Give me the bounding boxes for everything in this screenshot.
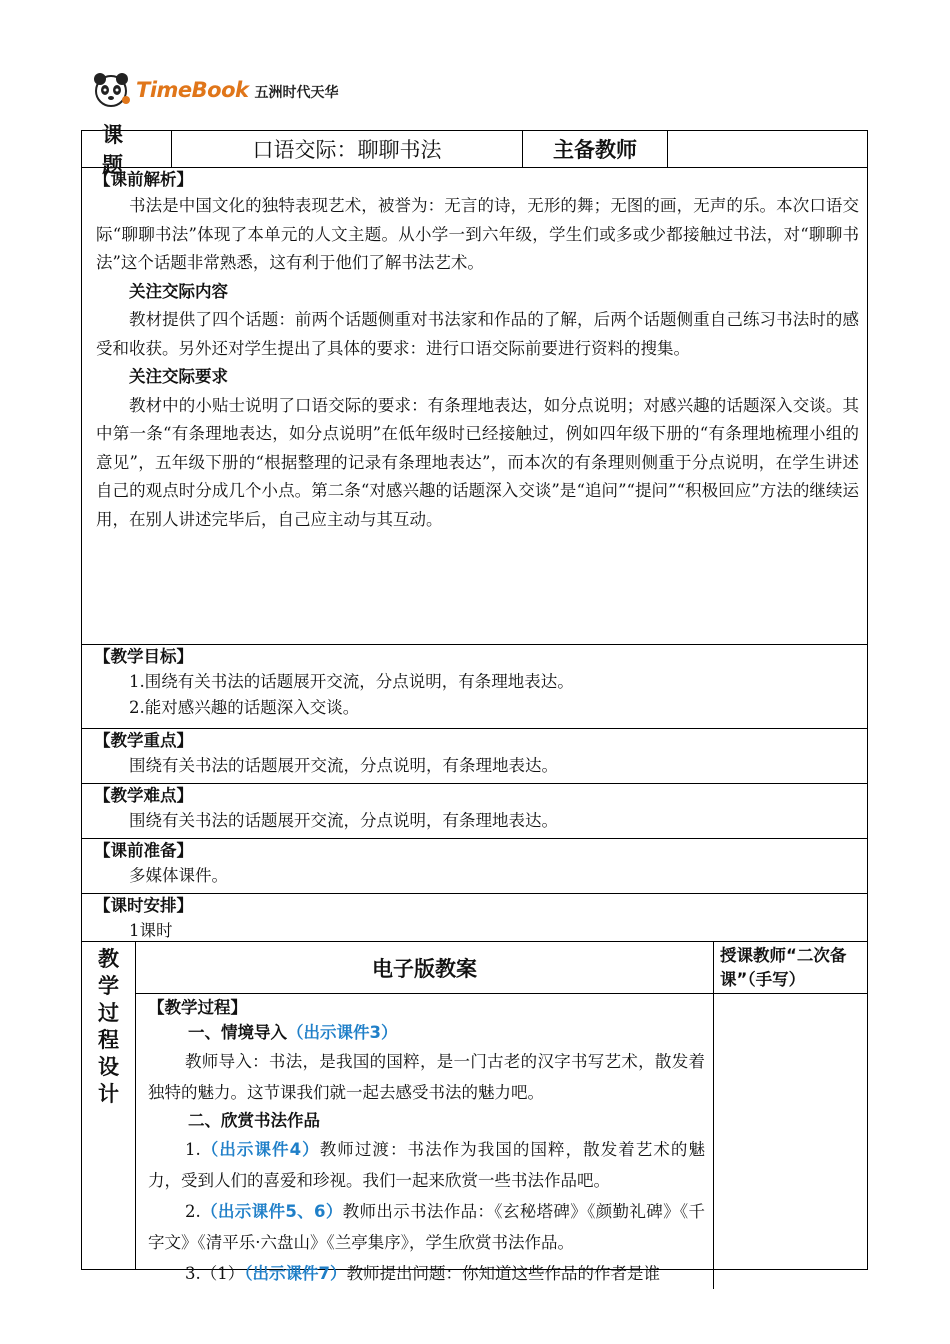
step-2-item-2 (148, 1196, 705, 1258)
prep-section (82, 839, 867, 894)
item-text: 教师提出问题：你知道这些作品的作者是谁 (346, 1264, 660, 1283)
goals-section (82, 645, 867, 729)
timebook-logo (90, 70, 338, 110)
process-content (136, 994, 714, 1289)
analysis-paragraph-3: 教材中的小贴士说明了口语交际的要求：有条理地表达，如分点说明；对感兴趣的话题深入交谈。其中第一条“有条理地表达，如分点说明”在低年级时已经接触过，例如四年级下册的“有条理地梳理小组的意见”，五年级下册的“根据整理的记录有条理地表达”，而本次的有条理则侧重于分点说明，在学生讲述自己的观点时分成几个小点。第二条“对感兴趣的话题深入交谈”是“追问”“提问”“积极回应”方法的继续运用，在别人讲述完毕后，自己应主动与其互动。 (96, 395, 859, 529)
teacher-label: 主备教师 (523, 131, 668, 167)
step-1-paragraph: 教师导入：书法，是我国的国粹，是一门古老的汉字书写艺术，散发着独特的魅力。这节课我们就一起去感受书法的魅力吧。 (148, 1052, 705, 1102)
courseware-tag: （出示课件5、6） (200, 1202, 343, 1221)
prep-text: 多媒体课件。 (129, 866, 228, 885)
analysis-section (82, 168, 867, 645)
process-body (136, 994, 867, 1289)
courseware-tag: （出示课件3） (287, 1023, 398, 1042)
handwritten-notes-area (714, 994, 867, 1289)
goal-item-1: 1.围绕有关书法的话题展开交流，分点说明，有条理地表达。 (129, 672, 574, 691)
process-side-char: 计 (98, 1082, 119, 1106)
process-side-char: 教 (98, 947, 119, 971)
item-number: 1. (185, 1140, 201, 1159)
step-2-item-1 (148, 1134, 705, 1196)
step-1-heading (148, 1020, 705, 1046)
analysis-title: 【课前解析】 (94, 170, 193, 189)
panda-mascot-icon (90, 70, 132, 110)
lesson-plan-table (81, 122, 868, 1283)
goal-item-2: 2.能对感兴趣的话题深入交谈。 (129, 698, 360, 717)
item-number: 2. (185, 1202, 201, 1221)
key-section (82, 729, 867, 784)
courseware-tag: （出示课件4） (200, 1140, 320, 1159)
process-side-char: 学 (98, 974, 119, 998)
item-text: 教师过渡：书法作为我国的国粹，散发着艺术的魅力，受到人们的喜爱和珍视。我们一起来欣赏一些书法作品吧。 (148, 1140, 705, 1190)
analysis-subheading-content: 关注交际内容 (129, 281, 228, 301)
process-side-char: 设 (98, 1055, 119, 1079)
second-prep-title: 授课教师“二次备课”（手写） (720, 946, 847, 989)
header-row (82, 122, 867, 177)
item-number: 3.（1） (185, 1264, 245, 1283)
schedule-section (82, 894, 867, 942)
difficult-text: 围绕有关书法的话题展开交流，分点说明，有条理地表达。 (129, 811, 558, 830)
goals-title: 【教学目标】 (94, 647, 193, 666)
difficult-section (82, 784, 867, 839)
process-side-char: 过 (98, 1001, 119, 1025)
logo-chinese-text: 五洲时代天华 (254, 85, 339, 101)
analysis-paragraph-1: 书法是中国文化的独特表现艺术，被誉为：无言的诗，无形的舞；无图的画，无声的乐。本次口语交际“聊聊书法”体现了本单元的人文主题。从小学一到六年级，学生们或多或少都接触过书法，对“聊聊书法”这个话题非常熟悉，这有利于他们了解书法艺术。 (96, 196, 859, 272)
step-2-heading: 二、欣赏书法作品 (188, 1111, 320, 1130)
electronic-plan-title: 电子版教案 (136, 942, 714, 993)
logo-brand-text: TimeBook (136, 78, 249, 102)
key-title: 【教学重点】 (94, 731, 193, 750)
step-1-label: 一、情境导入 (188, 1023, 287, 1042)
process-side-char: 程 (98, 1028, 119, 1052)
schedule-text: 1课时 (129, 921, 173, 940)
step-2-item-3 (148, 1258, 705, 1289)
topic-title: 口语交际：聊聊书法 (172, 131, 523, 167)
courseware-tag: （出示课件7） (244, 1264, 347, 1283)
teacher-name (668, 131, 867, 167)
process-side-label (82, 942, 136, 1269)
analysis-subheading-requirement: 关注交际要求 (129, 367, 228, 386)
process-header (136, 942, 867, 994)
item-text: 教师出示书法作品：《玄秘塔碑》《颜勤礼碑》《千字文》《清平乐·六盘山》《兰亭集序》，学生欣赏书法作品。 (148, 1202, 706, 1252)
key-text: 围绕有关书法的话题展开交流，分点说明，有条理地表达。 (129, 756, 558, 775)
process-section (82, 942, 867, 1283)
difficult-title: 【教学难点】 (94, 786, 193, 805)
schedule-title: 【课时安排】 (94, 896, 193, 915)
prep-title: 【课前准备】 (94, 841, 193, 860)
topic-label: 课题 (82, 131, 172, 167)
process-main (136, 942, 867, 1283)
process-title: 【教学过程】 (148, 998, 247, 1017)
analysis-paragraph-2: 教材提供了四个话题：前两个话题侧重对书法家和作品的了解，后两个话题侧重自己练习书法时的感受和收获。另外还对学生提出了具体的要求：进行口语交际前要进行资料的搜集。 (96, 310, 859, 358)
